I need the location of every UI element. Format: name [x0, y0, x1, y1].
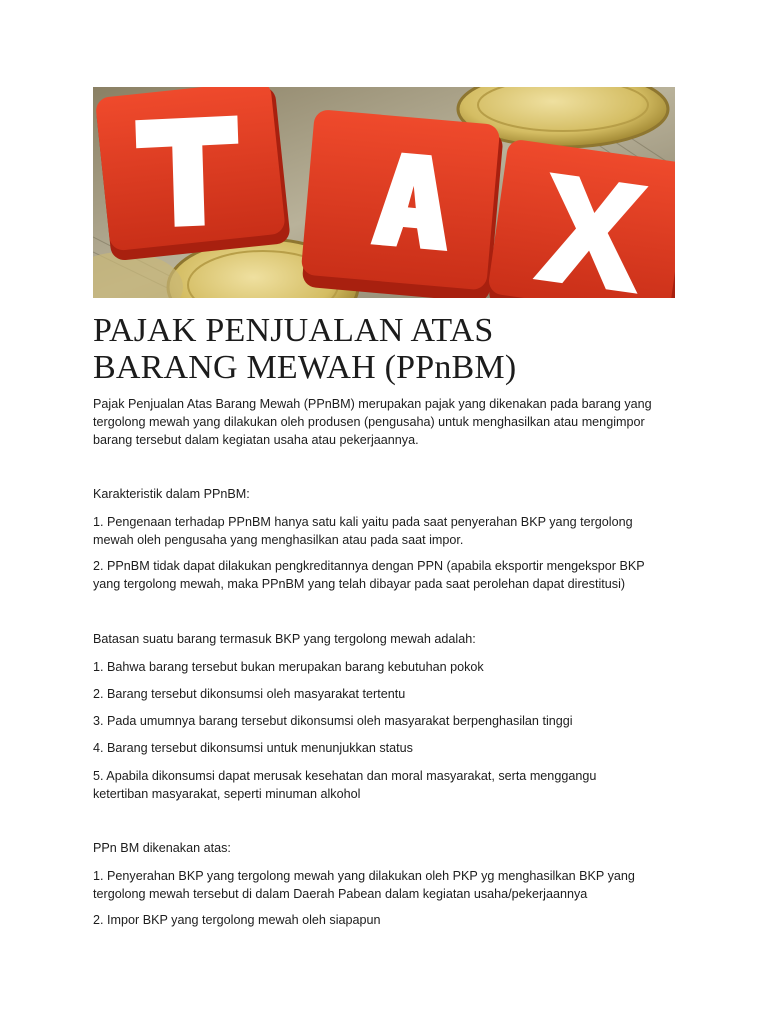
karakteristik-item-2	[93, 557, 653, 593]
section-heading: Karakteristik dalam PPnBM:	[93, 487, 250, 501]
list-item-line: 2. PPnBM tidak dapat dilakukan pengkreditannya dengan PPN (apabila eksportir mengekspor BKP	[93, 559, 645, 573]
list-item-line: mewah oleh pengusaha yang menghasilkan atau pada saat impor.	[93, 533, 464, 547]
tax-blocks-illustration	[93, 87, 675, 298]
list-item-line: yang tergolong mewah, maka PPnBM yang telah dibayar pada saat perolehan dapat direstitusi)	[93, 577, 626, 591]
list-item-line: 2. Impor BKP yang tergolong mewah oleh siapapun	[93, 913, 381, 927]
intro-paragraph	[93, 395, 653, 449]
tax-hero-image	[93, 87, 675, 298]
karakteristik-item-1	[93, 513, 653, 549]
list-item-line: 1. Bahwa barang tersebut bukan merupakan barang kebutuhan pokok	[93, 660, 484, 674]
list-item-line: 4. Barang tersebut dikonsumsi untuk menunjukkan status	[93, 741, 413, 755]
title-line-2: BARANG MEWAH (PPnBM)	[93, 349, 517, 386]
block-t	[95, 87, 291, 261]
dikenakan-item-2	[93, 911, 653, 929]
intro-line: Pajak Penjualan Atas Barang Mewah (PPnBM) merupakan pajak yang dikenakan pada barang yang	[93, 397, 652, 411]
list-item-line: tergolong mewah tersebut di dalam Daerah Pabean dalam kegiatan usaha/pekerjaannya	[93, 887, 588, 901]
list-item-line: 1. Penyerahan BKP yang tergolong mewah yang dilakukan oleh PKP yg menghasilkan BKP yang	[93, 869, 635, 883]
list-item-line: 1. Pengenaan terhadap PPnBM hanya satu kali yaitu pada saat penyerahan BKP yang tergolong	[93, 515, 633, 529]
batasan-item-4	[93, 739, 653, 757]
karakteristik-heading	[93, 485, 653, 503]
intro-line: tergolong mewah yang dilakukan oleh produsen (pengusaha) untuk menghasilkan atau mengimpor	[93, 415, 645, 429]
block-x	[486, 138, 675, 298]
batasan-heading	[93, 630, 653, 648]
dikenakan-heading	[93, 839, 653, 857]
batasan-item-5	[93, 767, 653, 803]
list-item-line: 3. Pada umumnya barang tersebut dikonsumsi oleh masyarakat berpenghasilan tinggi	[93, 714, 573, 728]
section-heading: PPn BM dikenakan atas:	[93, 841, 231, 855]
batasan-item-2	[93, 685, 653, 703]
dikenakan-item-1	[93, 867, 653, 903]
intro-line: barang tersebut dalam kegiatan usaha atau pekerjaannya.	[93, 433, 419, 447]
batasan-item-3	[93, 712, 653, 730]
block-a	[300, 109, 505, 298]
title-line-1: PAJAK PENJUALAN ATAS	[93, 312, 494, 349]
list-item-line: 2. Barang tersebut dikonsumsi oleh masyarakat tertentu	[93, 687, 406, 701]
list-item-line: 5. Apabila dikonsumsi dapat merusak kesehatan dan moral masyarakat, serta menggangu	[93, 769, 597, 783]
list-item-line: ketertiban masyarakat, seperti minuman alkohol	[93, 787, 361, 801]
page-title	[93, 312, 693, 386]
batasan-item-1	[93, 658, 653, 676]
section-heading: Batasan suatu barang termasuk BKP yang tergolong mewah adalah:	[93, 632, 476, 646]
